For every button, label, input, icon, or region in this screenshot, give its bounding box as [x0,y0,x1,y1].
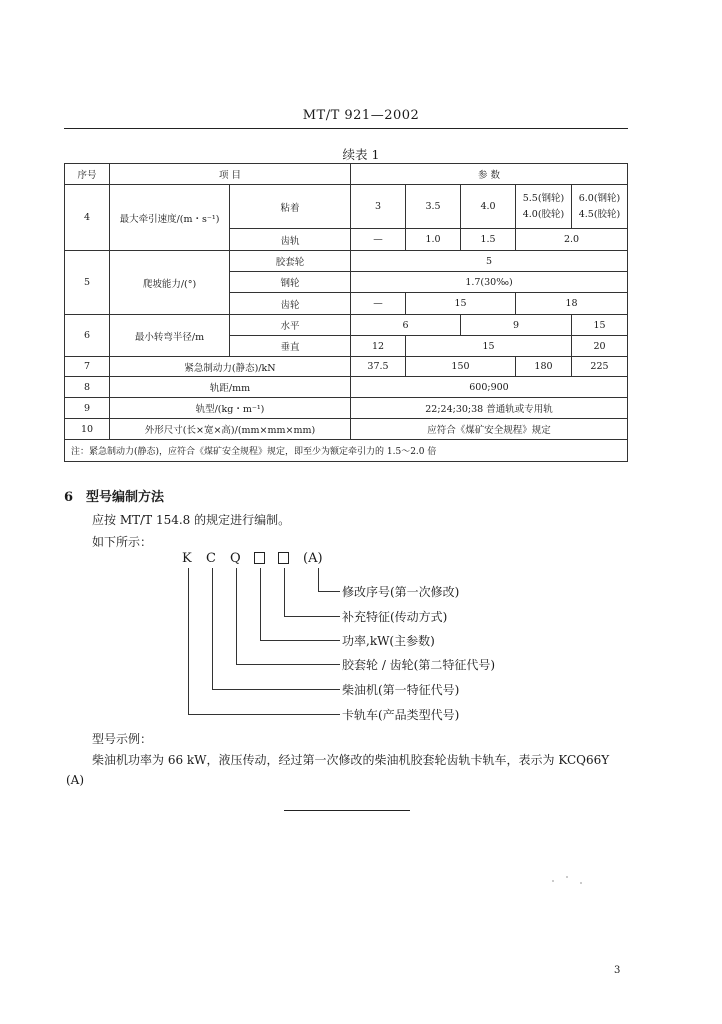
cell-item: 最小转弯半径/m [110,315,230,357]
body-paragraph: 应按 MT/T 154.8 的规定进行编制。 [92,513,291,527]
cell-value: 2.0 [516,229,628,251]
table-row [65,315,628,336]
cell-value: 应符合《煤矿安全规程》规定 [351,419,628,440]
cell-sub: 垂直 [230,336,351,357]
table-row [65,185,628,229]
table-row [65,251,628,272]
code-label: 柴油机(第一特征代号) [342,683,460,697]
code-label: 功率,kW(主参数) [342,634,435,648]
parameter-table [64,163,628,462]
leader-line [236,664,340,665]
table-row [65,419,628,440]
cell-value: 4.0 [461,185,516,229]
cell-value: 18 [516,293,628,315]
code-label: 胶套轮 / 齿轮(第二特征代号) [342,658,496,672]
header-rule [64,128,628,129]
cell-seq: 7 [65,357,110,377]
section-number: 6 [64,490,74,505]
leader-line [188,568,189,714]
cell-item: 紧急制动力(静态)/kN [110,357,351,377]
cell-item: 轨型/(kg・m⁻¹) [110,398,351,419]
leader-line [212,568,213,689]
cell-value: 1.7(30‰) [351,272,628,293]
cell-item: 爬坡能力/(°) [110,251,230,315]
section-heading [64,486,164,505]
table-note-row [65,440,628,462]
cell-value: 3.5 [406,185,461,229]
cell-value-top: 6.0(钢轮) [578,193,621,205]
code-label: 补充特征(传动方式) [342,610,448,624]
example-title: 型号示例： [92,732,153,746]
code-suffix: (A) [303,551,323,566]
cell-item: 最大牵引速度/(m・s⁻¹) [110,185,230,251]
table-row [65,377,628,398]
cell-value: 12 [351,336,406,357]
cell-value: 9 [461,315,572,336]
cell-value: 37.5 [351,357,406,377]
placeholder-box [254,552,265,564]
cell-value [572,185,628,229]
cell-sub: 粘着 [230,185,351,229]
cell-sub: 齿轮 [230,293,351,315]
table-header-row [65,164,628,185]
end-rule [284,810,410,811]
cell-value-top: 5.5(钢轮) [522,193,565,205]
cell-seq: 4 [65,185,110,251]
placeholder-box [278,552,289,564]
body-paragraph: 如下所示： [92,535,153,549]
cell-value: 5 [351,251,628,272]
leader-line [212,689,340,690]
cell-item: 轨距/mm [110,377,351,398]
example-text: 柴油机功率为 66 kW，液压传动，经过第一次修改的柴油机胶套轮齿轨卡轨车，表示为 KCQ66Y [92,753,610,767]
cell-value-bottom: 4.0(胶轮) [522,208,565,220]
cell-sub: 钢轮 [230,272,351,293]
section-title: 型号编制方法 [86,490,165,505]
cell-sub: 水平 [230,315,351,336]
leader-line [284,568,285,616]
leader-line [236,568,237,664]
cell-value: 1.0 [406,229,461,251]
cell-sub: 胶套轮 [230,251,351,272]
cell-value: 600;900 [351,377,628,398]
cell-value: 225 [572,357,628,377]
cell-value: — [351,293,406,315]
code-letter: K [182,551,192,566]
cell-seq: 10 [65,419,110,440]
cell-value: 22;24;30;38 普通轨或专用轨 [351,398,628,419]
cell-value: 3 [351,185,406,229]
header-item: 项 目 [110,164,351,185]
cell-sub: 齿轨 [230,229,351,251]
header-params: 参 数 [351,164,628,185]
speck [566,876,568,878]
cell-value: 15 [406,336,572,357]
cell-value: 15 [406,293,516,315]
leader-line [318,568,319,591]
table-row [65,398,628,419]
cell-value: 150 [406,357,516,377]
cell-value: 1.5 [461,229,516,251]
table-caption: 续表 1 [342,147,380,162]
code-letter: C [206,551,216,566]
page-number: 3 [614,965,621,976]
cell-value-bottom: 4.5(胶轮) [578,208,621,220]
cell-seq: 8 [65,377,110,398]
table-note: 注：紧急制动力(静态)，应符合《煤矿安全规程》规定，即至少为额定牵引力的 1.5～2.0 倍 [65,440,628,462]
model-code [0,551,722,571]
cell-seq: 9 [65,398,110,419]
cell-item: 外形尺寸(长×宽×高)/(mm×mm×mm) [110,419,351,440]
code-label: 卡轨车(产品类型代号) [342,708,460,722]
leader-line [188,714,340,715]
running-header: MT/T 921—2002 [302,108,420,123]
code-label: 修改序号(第一次修改) [342,585,460,599]
cell-value: 15 [572,315,628,336]
cell-value: — [351,229,406,251]
table-row [65,357,628,377]
leader-line [284,616,340,617]
header-seq: 序号 [65,164,110,185]
example-text-continued: (A) [66,773,85,787]
cell-seq: 6 [65,315,110,357]
cell-value: 20 [572,336,628,357]
cell-value [516,185,572,229]
cell-value: 180 [516,357,572,377]
leader-line [260,640,340,641]
leader-line [318,591,340,592]
cell-value: 6 [351,315,461,336]
code-letter: Q [230,551,241,566]
leader-line [260,568,261,640]
speck [580,882,582,884]
speck [552,880,554,882]
cell-seq: 5 [65,251,110,315]
